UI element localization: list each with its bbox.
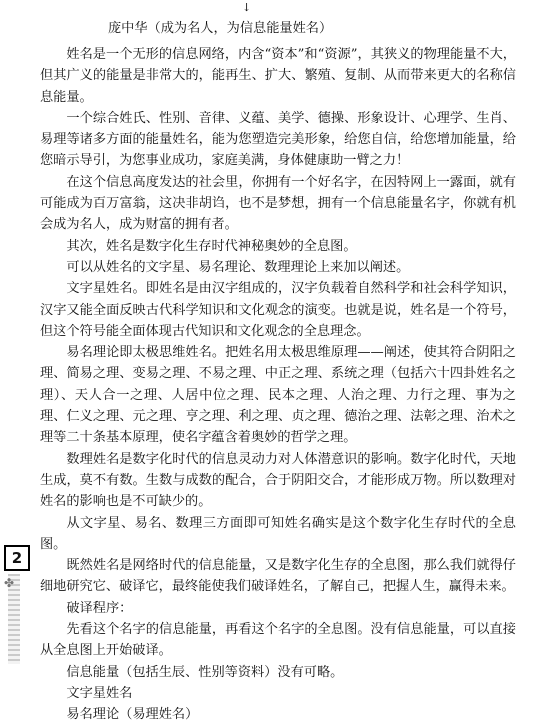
paragraph: 数理姓名是数字化时代的信息灵动力对人体潜意识的影响。数字化时代，天地生成，莫不有数。生数与成数的配合，合于阴阳交合，才能形成万物。所以数理对姓名的影响也是不可缺少的。 xyxy=(40,451,516,510)
page-number-box: 2 xyxy=(4,545,30,571)
paragraph: 既然姓名是网络时代的信息能量，又是数字化生存的全息图，那么我们就得仔细地研究它、破译它，最终能使我们破译姓名，了解自己，把握人生，赢得未来。 xyxy=(40,558,516,595)
down-arrow-icon: ↓ xyxy=(242,1,252,14)
paragraph: 先看这个名字的信息能量，再看这个名字的全息图。没有信息能量，可以直接从全息图上开始破译。 xyxy=(40,622,516,659)
paragraph: 姓名是一个无形的信息网络，内含“资本”和“资源”，其狭义的物理能量不大，但其广义的能量是非常大的，能再生、扩大、繁殖、复制、从而带来更大的名称信息能量。 xyxy=(40,47,516,105)
paragraph: 可以从姓名的文字星、易名理论、数理理论上来加以阐述。 xyxy=(66,259,410,275)
paragraph: 文字星姓名 xyxy=(66,685,133,701)
paragraph: 一个综合姓氏、性别、音律、义蕴、美学、德操、形象设计、心理学、生肖、易理等诸多方面的能量姓名，能为您塑造完美形象，给您自信，给您增加能量，给您暗示导引，为您事业成功，家庭美满，身体健康助一臂之力！ xyxy=(40,110,516,169)
paragraph: 破译程序： xyxy=(66,600,133,616)
paragraph: 在这个信息高度发达的社会里，你拥有一个好名字，在因特网上一露面，就有可能成为百万富翁，这决非胡诌，也不是梦想，拥有一个信息能量名字，你就有机会成为名人，成为财富的拥有者。 xyxy=(40,174,516,233)
paragraph: 易名理论（易理姓名） xyxy=(66,707,199,723)
flower-icon: ✤ xyxy=(4,576,15,590)
paragraph: 其次，姓名是数字化生存时代神秘奥妙的全息图。 xyxy=(66,238,357,254)
paragraph: 易名理论即太极思维姓名。把姓名用太极思维原理——阐述，使其符合阴阳之理、简易之理、变易之理、不易之理、中正之理、系统之理（包括六十四卦姓名之理）、天人合一之理、人居中位之理、民本之理、人治之理、力行之理、事为之理、仁义之理、元之理、亨之理、利之理、贞之理、德治之理、法彰之理、治术之理等二十条基本原理，使名字蕴含着奥妙的哲学之理。 xyxy=(40,345,516,446)
section-title: 庞中华（成为名人，为信息能量姓名） xyxy=(108,21,333,36)
paragraph: 从文字星、易名、数理三方面即可知姓名确实是这个数字化生存时代的全息图。 xyxy=(40,515,516,552)
paragraph: 信息能量（包括生辰、性别等资料）没有可略。 xyxy=(66,664,344,680)
body-text xyxy=(40,44,516,726)
paragraph: 文字星姓名。即姓名是由汉字组成的，汉字负载着自然科学和社会科学知识，汉字又能全面反映古代科学知识和文化观念的演变。也就是说，姓名是一个符号，但这个符号能全面体现古代知识和文化观念的全息理念。 xyxy=(40,281,516,339)
